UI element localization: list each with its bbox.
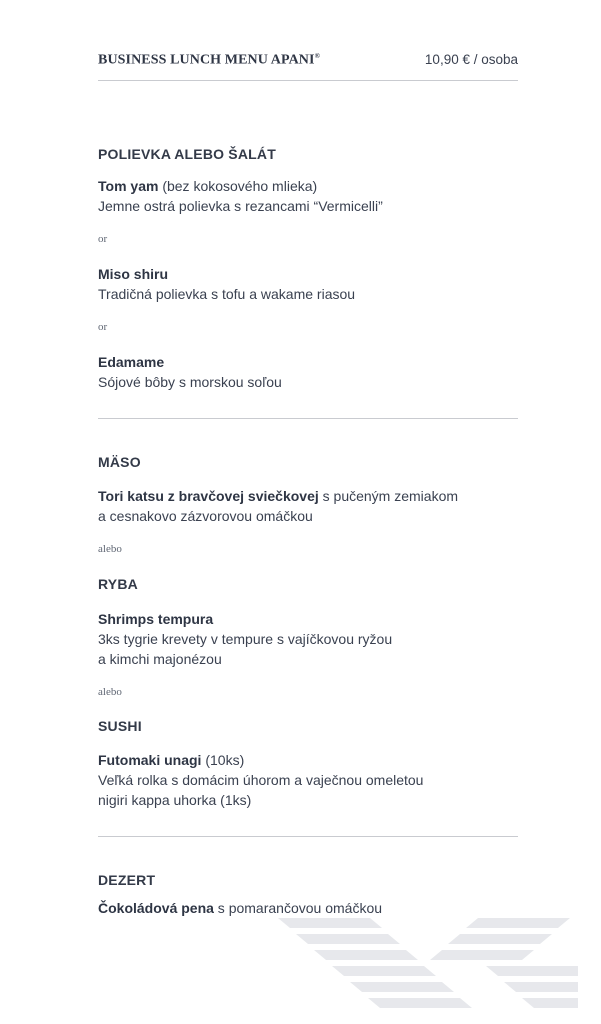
watermark-logo (278, 914, 578, 1014)
separator-or: or (98, 321, 108, 333)
section-heading-fish: RYBA (98, 576, 138, 592)
header-divider (98, 80, 518, 81)
registered-mark: ® (314, 52, 320, 60)
menu-item-tom-yam (98, 176, 383, 216)
section-heading-dessert: DEZERT (98, 872, 156, 888)
item-name: Čokoládová pena (98, 900, 214, 916)
menu-page (98, 0, 518, 1024)
item-description-line1: Veľká rolka s domácim úhorom a vaječnou omeletou (98, 772, 424, 788)
menu-item-tori-katsu (98, 486, 458, 526)
section-heading-soup: POLIEVKA ALEBO ŠALÁT (98, 146, 276, 162)
section-divider (98, 836, 518, 837)
menu-header (98, 52, 518, 72)
menu-item-edamame (98, 352, 282, 392)
menu-item-futomaki-unagi (98, 750, 423, 810)
menu-title-text: BUSINESS LUNCH MENU APANI (98, 52, 315, 68)
item-description: Tradičná polievka s tofu a wakame riasou (98, 286, 356, 302)
item-name: Edamame (98, 354, 165, 370)
item-description: Sójové bôby s morskou soľou (98, 374, 282, 390)
item-description-line2: nigiri kappa uhorka (1ks) (98, 792, 252, 808)
section-heading-meat: MÄSO (98, 454, 141, 470)
menu-title (98, 52, 320, 69)
item-name: Miso shiru (98, 266, 169, 282)
item-name: Futomaki unagi (98, 752, 202, 768)
separator-alebo: alebo (98, 686, 122, 698)
item-name: Shrimps tempura (98, 611, 214, 627)
item-description-line1: 3ks tygrie krevety v tempure s vajíčkovou ryžou (98, 631, 393, 647)
section-heading-sushi: SUSHI (98, 718, 142, 734)
item-name: Tori katsu z bravčovej sviečkovej (98, 488, 319, 504)
item-description: a cesnakovo zázvorovou omáčkou (98, 508, 313, 524)
item-description-line2: a kimchi majonézou (98, 651, 222, 667)
item-name-extra: (10ks) (201, 752, 245, 768)
item-name-extra: s pomarančovou omáčkou (213, 900, 383, 916)
menu-item-shrimps-tempura (98, 609, 392, 669)
item-name-extra: s pučeným zemiakom (318, 488, 459, 504)
menu-item-miso-shiru (98, 264, 355, 304)
item-name-extra: (bez kokosového mlieka) (158, 178, 318, 194)
item-description: Jemne ostrá polievka s rezancami “Vermicelli” (98, 198, 383, 214)
separator-or: or (98, 233, 108, 245)
item-name: Tom yam (98, 178, 159, 194)
menu-price: 10,90 € / osoba (424, 52, 518, 67)
separator-alebo: alebo (98, 543, 122, 555)
section-divider (98, 418, 518, 419)
